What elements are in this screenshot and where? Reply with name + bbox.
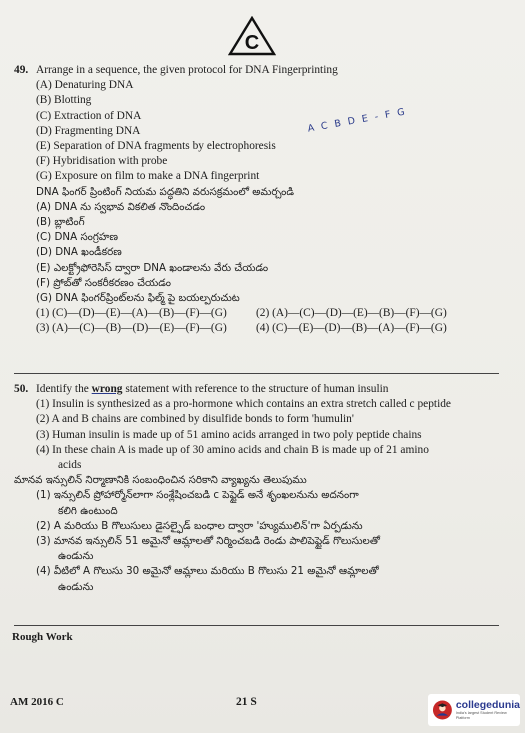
set-letter: C — [244, 32, 260, 54]
emphasis-word: wrong — [91, 383, 123, 395]
handwritten-note: A C B D E - F G — [306, 106, 408, 135]
option-en-cont: acids — [58, 459, 82, 472]
question-50-stem-telugu: మానవ ఇన్సులిన్ నిర్మాణానికి సంబంధించిన సరికాని వ్యాఖ్యను తెలుపుము — [14, 474, 307, 487]
collegedunia-logo — [428, 694, 520, 726]
option-te: (E) ఎలక్ట్రోఫోరెసిస్ ద్వారా DNA ఖండాలను వేరు చేయడం — [36, 261, 269, 274]
option-te: (3) మానవ ఇన్సులిన్ 51 అమైనో ఆమ్లాలతో నిర్మించబడి రెండు పాలిపెప్టైడ్ గొలుసులతో — [36, 535, 380, 548]
question-49 — [14, 63, 509, 337]
option-te-cont: ఉండును — [58, 550, 94, 563]
question-50-stem — [14, 382, 509, 397]
answer-row — [14, 306, 509, 321]
triangle-icon — [228, 16, 276, 56]
page-number: 21 S — [236, 696, 257, 708]
divider — [14, 373, 499, 374]
option-te: (C) DNA సంగ్రహణ — [36, 231, 119, 244]
option-en: (1) Insulin is synthesized as a pro-hormone which contains an extra stretch called c peptide — [36, 398, 451, 411]
question-50 — [14, 382, 509, 595]
option-en: (F) Hybridisation with probe — [36, 155, 168, 168]
option-te: (G) DNA ఫింగర్‌ప్రింట్‌లను ఫిల్మ్ పై బయల్పరుచుట — [36, 292, 240, 305]
divider — [14, 625, 499, 626]
option-te: (A) DNA ను స్వభావ వికలిత నొందించడం — [36, 200, 206, 213]
rough-work-label: Rough Work — [12, 631, 73, 643]
option-te: (1) ఇన్సులిన్ ప్రోహార్మోన్‌లాగా సంశ్లేషించబడి c పెప్టైడ్ అనే శృంఖలనును అదనంగా — [36, 489, 359, 502]
option-en: (A) Denaturing DNA — [36, 79, 134, 92]
answer-option-1[interactable]: (1) (C)—(D)—(E)—(A)—(B)—(F)—(G) — [36, 307, 227, 320]
answer-option-3[interactable]: (3) (A)—(C)—(B)—(D)—(E)—(F)—(G) — [36, 322, 227, 335]
answer-row — [14, 321, 509, 336]
option-en: (E) Separation of DNA fragments by electrophoresis — [36, 140, 276, 153]
option-en: (2) A and B chains are combined by disulfide bonds to form 'humulin' — [36, 413, 354, 426]
option-en: (D) Fragmenting DNA — [36, 124, 141, 137]
option-te: (4) వీటిలో A గొలుసు 30 అమైనో ఆమ్లాలు మరియు B గొలుసు 21 అమైనో ఆమ్లాలతో — [36, 565, 379, 578]
option-te-cont: ఉండును — [58, 580, 94, 593]
option-en: (G) Exposure on film to make a DNA fingerprint — [36, 170, 260, 183]
option-te: (B) బ్లాటింగ్ — [36, 216, 85, 229]
logo-tagline: India's largest Student Review Platform — [455, 710, 507, 720]
question-49-stem — [14, 63, 509, 78]
question-text: Identify the — [36, 383, 92, 395]
answer-option-4[interactable]: (4) (C)—(E)—(D)—(B)—(A)—(F)—(G) — [256, 322, 447, 335]
answer-option-2[interactable]: (2) (A)—(C)—(D)—(E)—(B)—(F)—(G) — [256, 307, 447, 320]
set-badge — [228, 16, 276, 56]
option-te: (2) A మరియు B గొలుసులు డైసల్ఫైడ్ బంధాల ద్వారా 'హ్యుములిన్'గా ఏర్పడును — [36, 519, 363, 532]
option-en: (3) Human insulin is made up of 51 amino acids arranged in two poly peptide chains — [36, 428, 422, 441]
option-te: (D) DNA ఖండీకరణ — [36, 246, 122, 259]
question-number: 50. — [14, 383, 29, 395]
graduate-icon — [432, 699, 453, 721]
option-en: (C) Extraction of DNA — [36, 109, 142, 122]
paper-code: AM 2016 C — [10, 696, 64, 708]
option-en: (B) Blotting — [36, 94, 92, 107]
question-text: statement with reference to the structure of human insulin — [122, 383, 389, 395]
question-number: 49. — [14, 64, 29, 76]
logo-brand: collegedunia — [455, 698, 520, 711]
option-te: (F) ప్రోబ్‌తో సంకరీకరణం చేయడం — [36, 276, 171, 289]
question-text: Arrange in a sequence, the given protocol for DNA Fingerprinting — [36, 64, 338, 76]
question-49-stem-telugu: DNA ఫింగర్ ప్రింటింగ్ నియమ పద్ధతిని వరుసక్రమంలో అమర్చండి — [36, 185, 294, 198]
option-en: (4) In these chain A is made up of 30 amino acids and chain B is made up of 21 amino — [36, 443, 429, 456]
option-te-cont: కలిగి ఉంటుంది — [58, 504, 118, 517]
